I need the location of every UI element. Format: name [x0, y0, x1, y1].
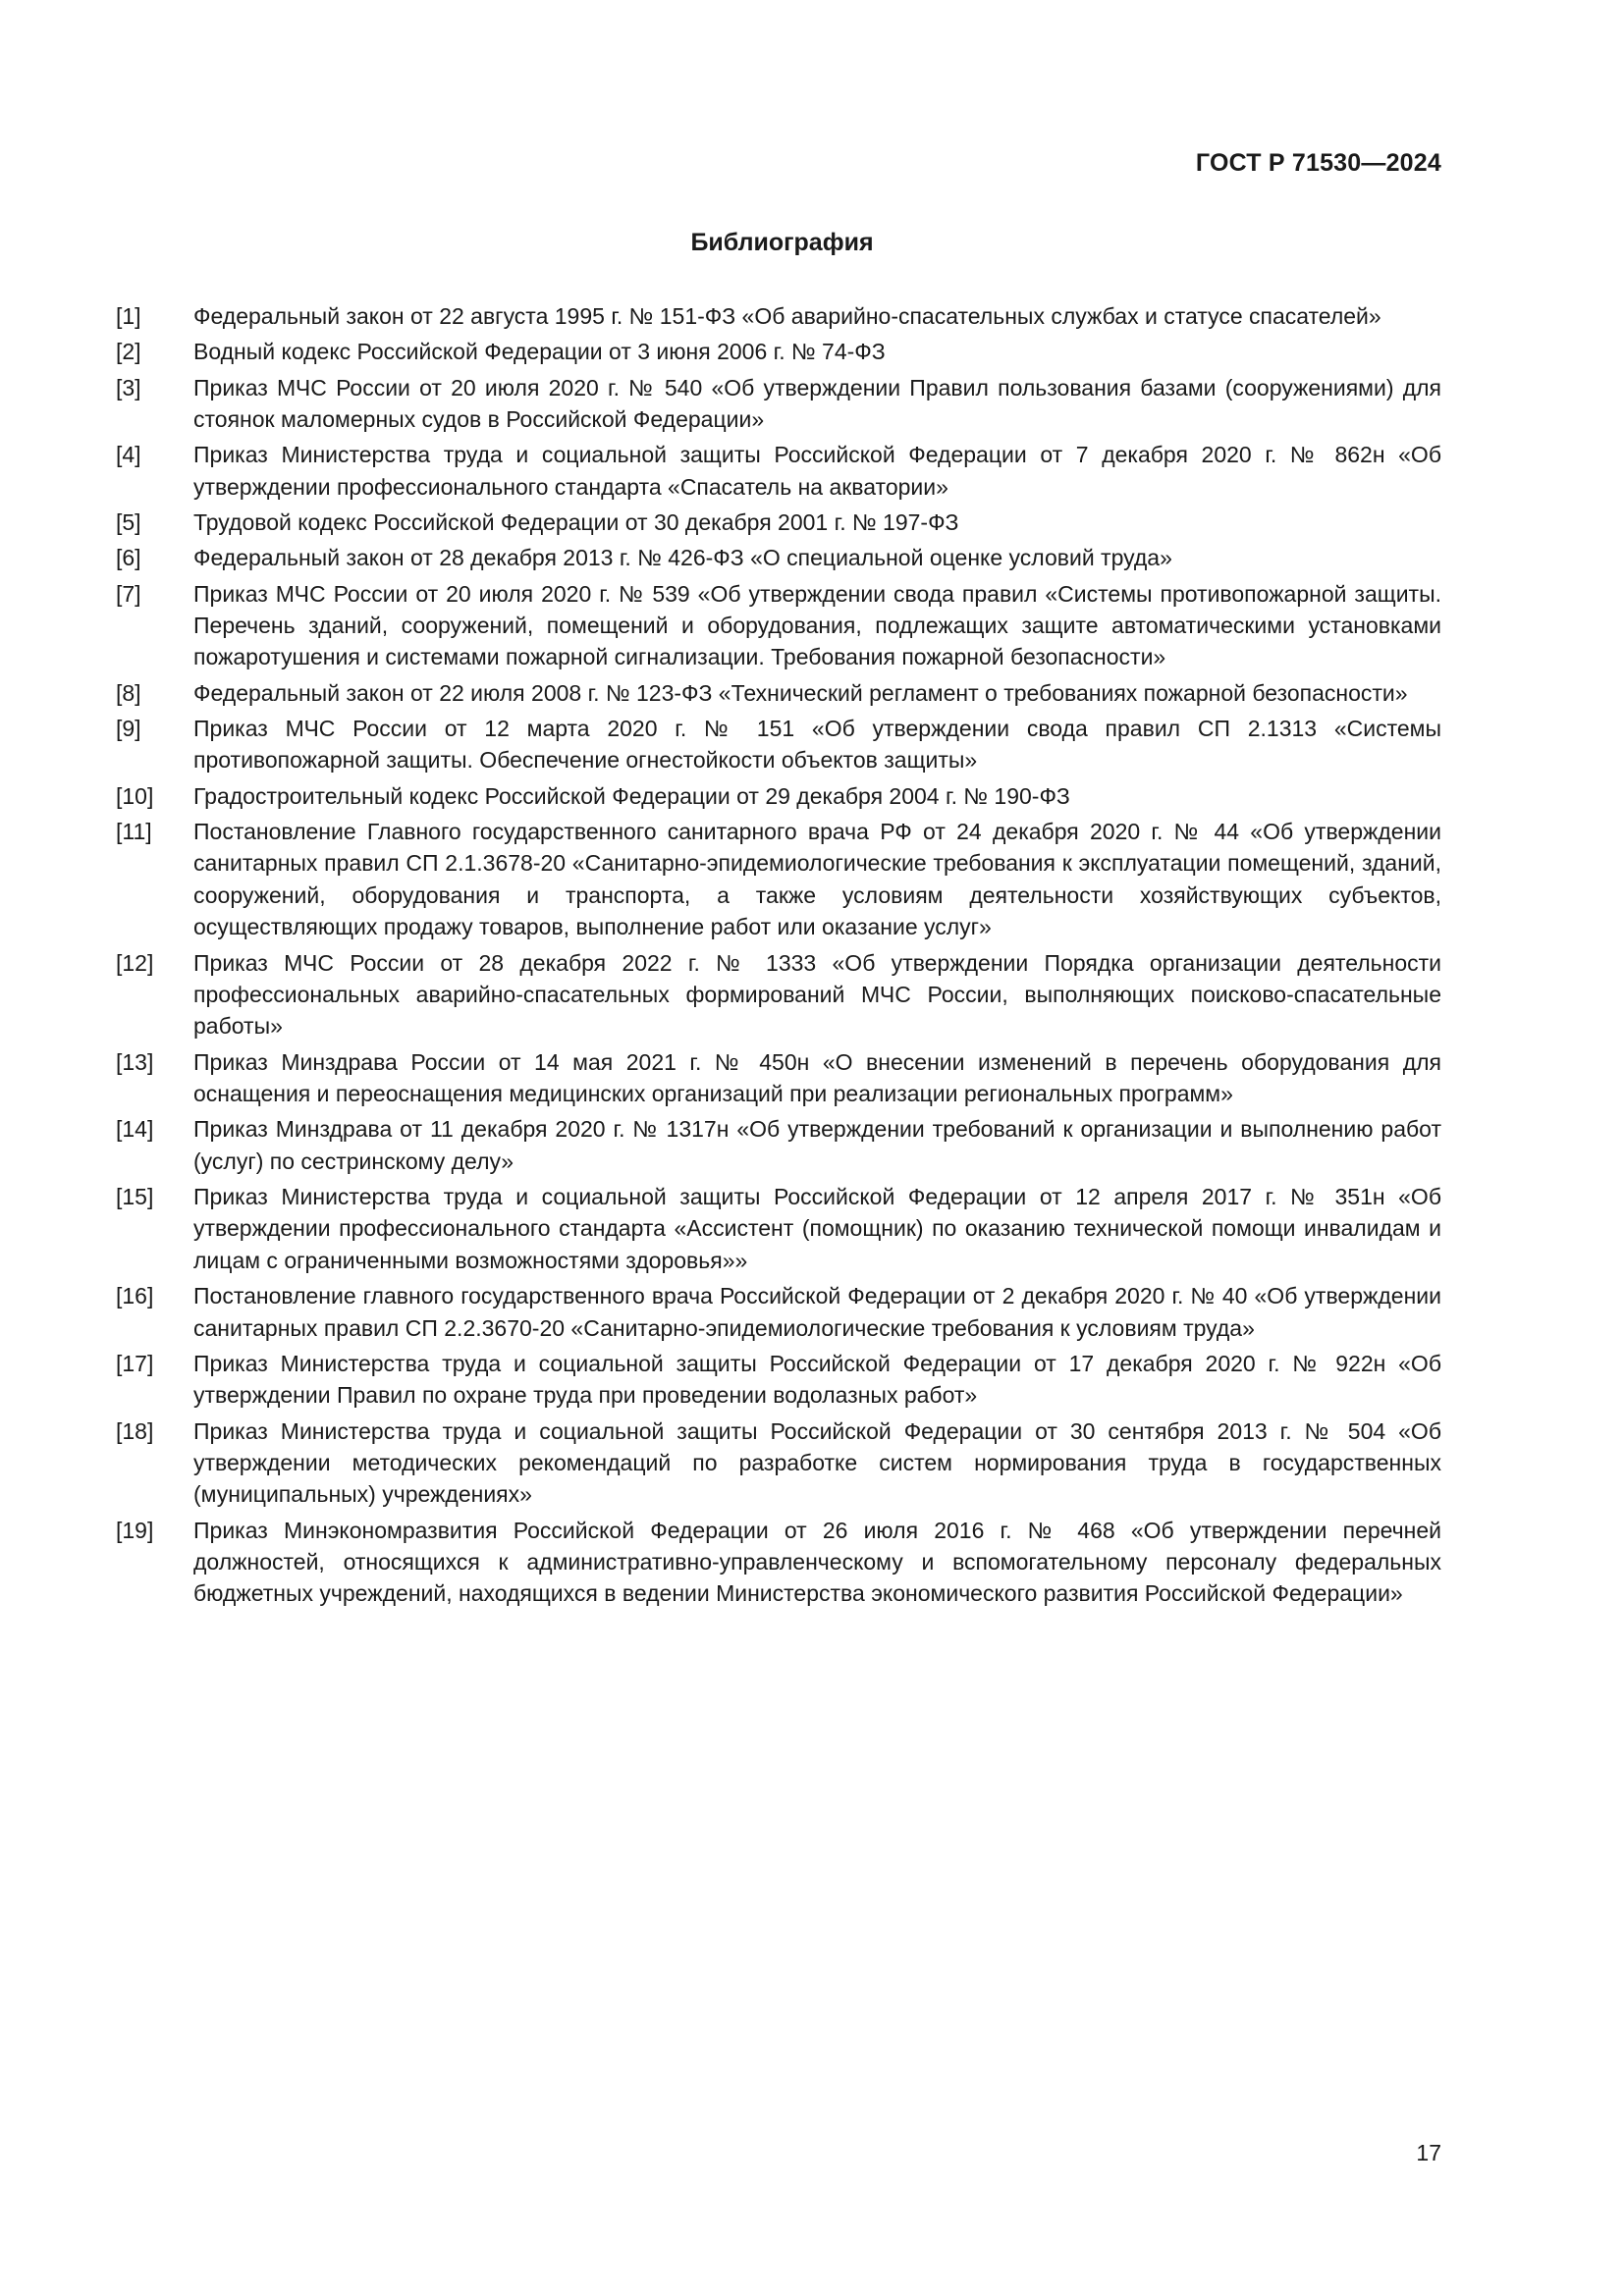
- bibliography-text: Приказ МЧС России от 20 июля 2020 г. № 540 «Об утверждении Правил пользования базами (сооружениями) для стоянок маломерных судов в Российской Федерации»: [193, 374, 1441, 432]
- bibliography-item-6: [116, 542, 1441, 573]
- bibliography-text: Федеральный закон от 22 июля 2008 г. № 123-ФЗ «Технический регламент о требованиях пожарной безопасности»: [193, 679, 1408, 706]
- bibliography-text: Приказ Министерства труда и социальной защиты Российской Федерации от 17 декабря 2020 г. № 922н «Об утверждении Правил по охране труда при проведении водолазных работ»: [193, 1350, 1441, 1409]
- bibliography-number: [1]: [116, 303, 141, 329]
- bibliography-item-18: [116, 1415, 1441, 1511]
- bibliography-text: Постановление Главного государственного санитарного врача РФ от 24 декабря 2020 г. № 44 «Об утверждении санитарных правил СП 2.1.3678-20 «Санитарно-эпидемиологические требования к эксплуатации помещений, зданий, сооружений, оборудования и транспорта, а также условиям деятельности хозяйствующих субъектов, осуществляющих продажу товаров, выполнение работ или оказание услуг»: [193, 819, 1441, 940]
- page-number: 17: [1416, 2140, 1441, 2165]
- bibliography-number: [5]: [116, 509, 141, 535]
- bibliography-item-17: [116, 1348, 1441, 1412]
- bibliography-text: Водный кодекс Российской Федерации от 3 июня 2006 г. № 74-ФЗ: [193, 339, 886, 365]
- bibliography-text: Приказ Минздрава России от 14 мая 2021 г. № 450н «О внесении изменений в перечень оборудования для оснащения и переоснащения медицинских организаций при реализации региональных программ»: [193, 1048, 1441, 1107]
- bibliography-item-15: [116, 1181, 1441, 1276]
- bibliography-number: [8]: [116, 679, 141, 706]
- bibliography-item-7: [116, 578, 1441, 673]
- bibliography-number: [13]: [116, 1048, 154, 1075]
- bibliography-text: Приказ Министерства труда и социальной защиты Российской Федерации от 7 декабря 2020 г. № 862н «Об утверждении профессионального стандарта «Спасатель на акватории»: [193, 442, 1441, 500]
- bibliography-item-13: [116, 1046, 1441, 1110]
- bibliography-item-11: [116, 816, 1441, 943]
- bibliography-number: [2]: [116, 339, 141, 365]
- bibliography-text: Приказ Министерства труда и социальной защиты Российской Федерации от 30 сентября 2013 г. № 504 «Об утверждении методических рекомендаций по разработке систем нормирования труда в государственных (муниципальных) учреждениях»: [193, 1417, 1441, 1508]
- bibliography-number: [3]: [116, 374, 141, 400]
- bibliography-item-1: [116, 300, 1441, 332]
- bibliography-text: Приказ МЧС России от 28 декабря 2022 г. № 1333 «Об утверждении Порядка организации деятельности профессиональных аварийно-спасательных формирований МЧС России, выполняющих поисково-спасательные работы»: [193, 949, 1441, 1040]
- bibliography-number: [12]: [116, 949, 154, 976]
- bibliography-number: [15]: [116, 1184, 154, 1210]
- bibliography-list: [116, 300, 1441, 1614]
- bibliography-item-14: [116, 1113, 1441, 1177]
- bibliography-text: Приказ Минздрава от 11 декабря 2020 г. № 1317н «Об утверждении требований к организации и выполнению работ (услуг) по сестринскому делу»: [193, 1116, 1441, 1174]
- bibliography-text: Трудовой кодекс Российской Федерации от 30 декабря 2001 г. № 197-ФЗ: [193, 509, 959, 535]
- bibliography-number: [18]: [116, 1417, 154, 1444]
- bibliography-item-10: [116, 780, 1441, 812]
- bibliography-number: [19]: [116, 1517, 154, 1543]
- bibliography-text: Приказ Министерства труда и социальной защиты Российской Федерации от 12 апреля 2017 г. № 351н «Об утверждении профессионального стандарта «Ассистент (помощник) по оказанию технической помощи инвалидам и лицам с ограниченными возможностями здоровья»»: [193, 1184, 1441, 1273]
- bibliography-number: [10]: [116, 782, 154, 809]
- bibliography-item-2: [116, 336, 1441, 367]
- bibliography-text: Федеральный закон от 22 августа 1995 г. № 151-ФЗ «Об аварийно-спасательных службах и статусе спасателей»: [193, 303, 1381, 329]
- bibliography-number: [17]: [116, 1350, 154, 1376]
- bibliography-item-12: [116, 947, 1441, 1042]
- bibliography-item-16: [116, 1280, 1441, 1344]
- bibliography-text: Градостроительный кодекс Российской Федерации от 29 декабря 2004 г. № 190-ФЗ: [193, 782, 1070, 809]
- bibliography-number: [4]: [116, 442, 141, 468]
- bibliography-number: [7]: [116, 580, 141, 607]
- bibliography-item-9: [116, 713, 1441, 776]
- bibliography-text: Постановление главного государственного врача Российской Федерации от 2 декабря 2020 г. № 40 «Об утверждении санитарных правил СП 2.2.3670-20 «Санитарно-эпидемиологические требования к условиям труда»: [193, 1283, 1441, 1341]
- bibliography-item-3: [116, 372, 1441, 436]
- bibliography-item-4: [116, 439, 1441, 503]
- bibliography-item-8: [116, 677, 1441, 709]
- document-code: ГОСТ Р 71530—2024: [1195, 149, 1441, 177]
- bibliography-text: Приказ МЧС России от 12 марта 2020 г. № 151 «Об утверждении свода правил СП 2.1313 «Системы противопожарной защиты. Обеспечение огнестойкости объектов защиты»: [193, 716, 1441, 774]
- bibliography-number: [6]: [116, 545, 141, 571]
- bibliography-number: [11]: [116, 819, 152, 844]
- bibliography-text: Приказ Минэкономразвития Российской Федерации от 26 июля 2016 г. № 468 «Об утверждении перечней должностей, относящихся к административно-управленческому и вспомогательному персоналу федеральных бюджетных учреждений, находящихся в ведении Министерства экономического развития Российской Федерации»: [193, 1517, 1441, 1607]
- section-title: Библиография: [690, 229, 874, 256]
- bibliography-item-5: [116, 507, 1441, 538]
- bibliography-text: Федеральный закон от 28 декабря 2013 г. № 426-ФЗ «О специальной оценке условий труда»: [193, 545, 1172, 571]
- bibliography-text: Приказ МЧС России от 20 июля 2020 г. № 539 «Об утверждении свода правил «Системы противопожарной защиты. Перечень зданий, сооружений, помещений и оборудования, подлежащих защите автоматическими установками пожаротушения и системами пожарной сигнализации. Требования пожарной безопасности»: [193, 580, 1441, 670]
- bibliography-number: [9]: [116, 716, 141, 741]
- bibliography-number: [16]: [116, 1283, 154, 1309]
- bibliography-item-19: [116, 1515, 1441, 1610]
- bibliography-number: [14]: [116, 1116, 154, 1143]
